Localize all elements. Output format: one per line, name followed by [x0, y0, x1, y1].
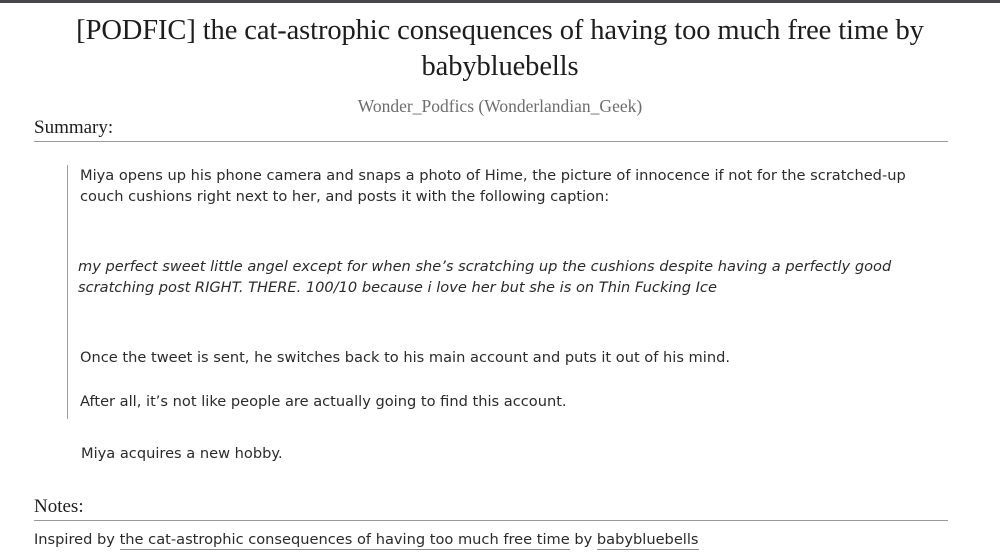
summary-heading-rule	[34, 141, 948, 142]
summary-body	[34, 165, 1000, 464]
summary-paragraph-3: Once the tweet is sent, he switches back to his main account and puts it out of his mind.	[80, 348, 730, 366]
notes-section	[0, 496, 1000, 550]
summary-blockquote	[67, 165, 1000, 419]
work-page	[0, 3, 1000, 550]
byline: Wonder_Podfics (Wonderlandian_Geek)	[357, 95, 643, 116]
notes-body	[34, 529, 1000, 550]
summary-heading: Summary:	[34, 116, 114, 138]
summary-section	[0, 117, 1000, 464]
inspired-by-author-link[interactable]: babybluebells	[596, 531, 699, 548]
summary-closing-line: Miya acquires a new hobby.	[81, 444, 283, 462]
notes-heading-row	[0, 496, 1000, 521]
notes-heading-rule	[34, 520, 948, 521]
summary-heading-row	[0, 117, 1000, 142]
inspired-by-work-link[interactable]: the cat-astrophic consequences of having too much free time	[119, 531, 570, 548]
summary-paragraph-4: After all, it’s not like people are actually going to find this account.	[80, 393, 567, 411]
summary-paragraph-1: Miya opens up his phone camera and snaps a photo of Hime, the picture of innocence if not for the scratched-up couch cushions right next to her, and posts it with the following caption:	[80, 166, 906, 206]
notes-heading: Notes:	[34, 496, 84, 517]
notes-middle-text: by	[569, 531, 597, 548]
summary-paragraph-caption: my perfect sweet little angel except for when she’s scratching up the cushions despite having a perfectly good scratching post RIGHT. THERE. 100/10 because i love her but she is on Thin Fucking Ice	[78, 257, 892, 297]
notes-prefix-text: Inspired by	[34, 531, 120, 548]
page-title: [PODFIC] the cat-astrophic consequences of having too much free time by babybluebells	[76, 15, 924, 83]
